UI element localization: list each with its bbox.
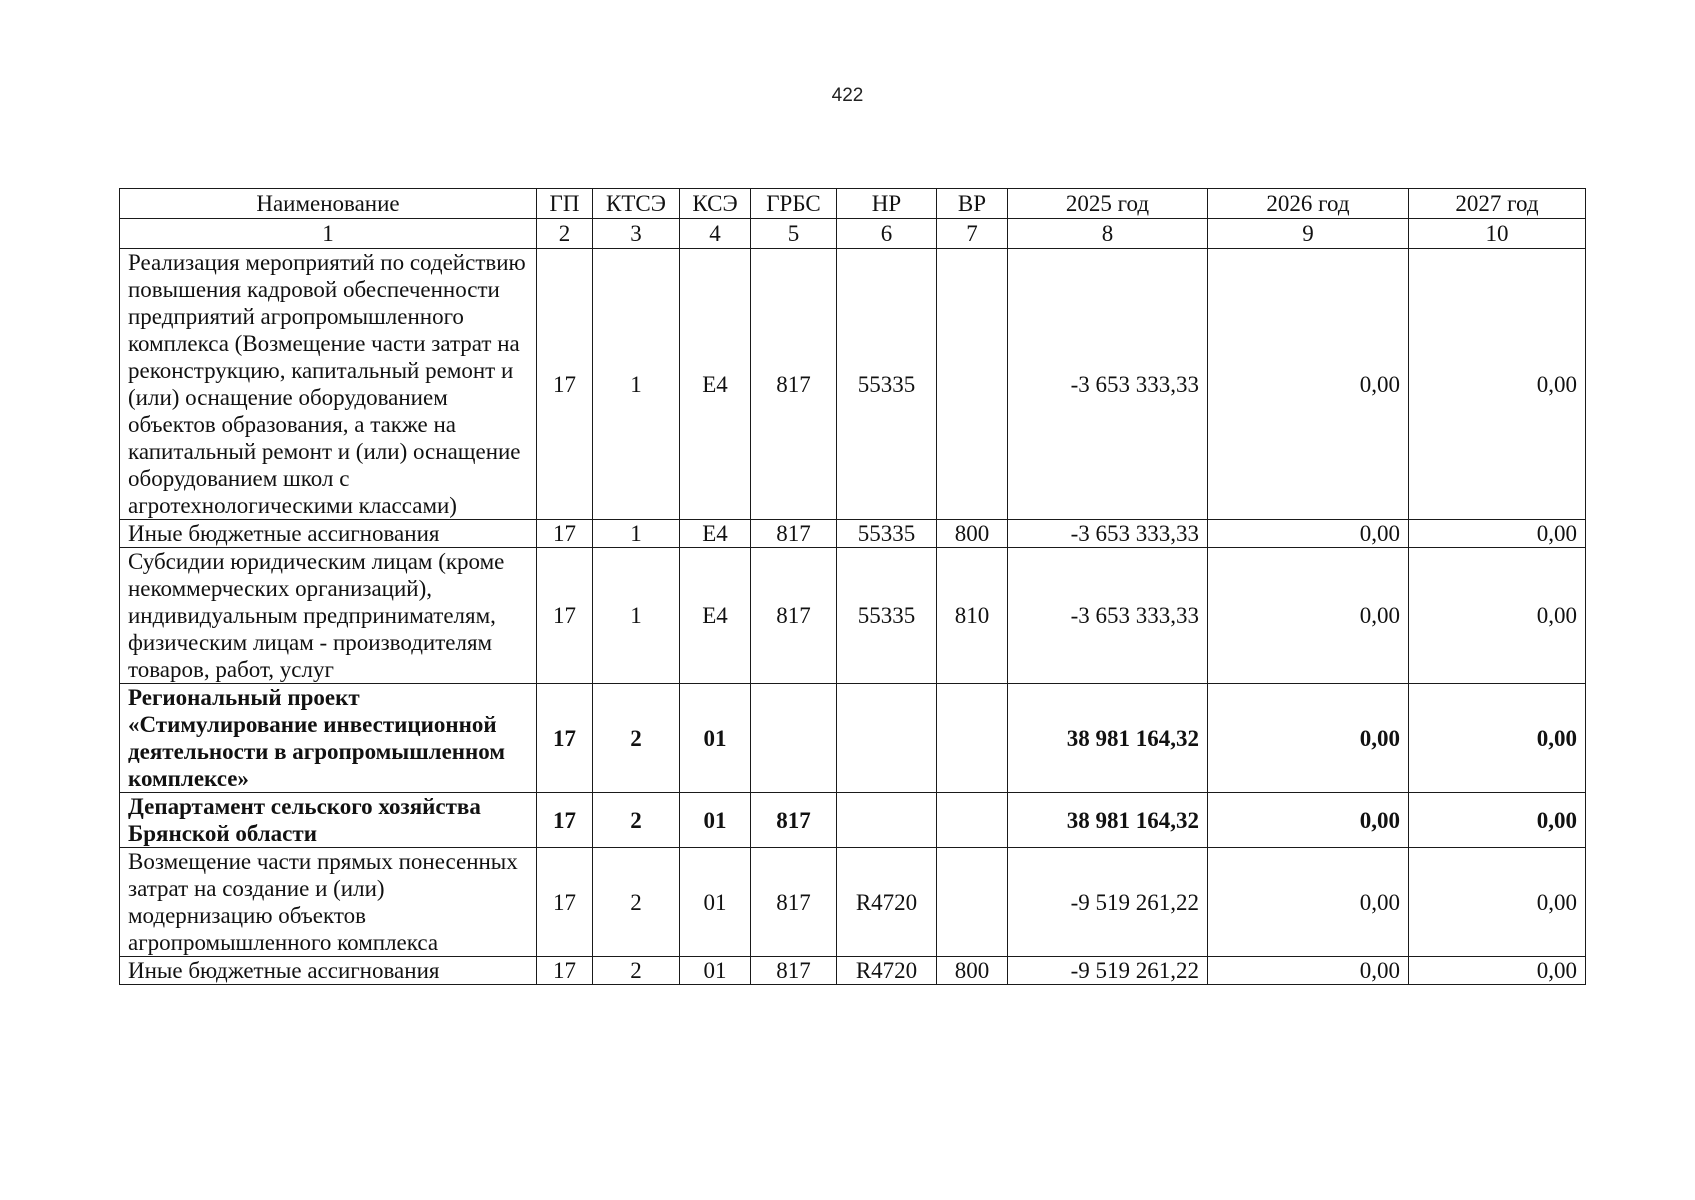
cell-vr (937, 848, 1008, 957)
cell-gp: 17 (537, 520, 593, 548)
cell-nr: 55335 (837, 249, 937, 520)
cell-2025: -9 519 261,22 (1008, 848, 1208, 957)
column-number: 8 (1008, 219, 1208, 249)
column-number: 10 (1409, 219, 1586, 249)
cell-grbs: 817 (751, 848, 837, 957)
cell-vr (937, 793, 1008, 848)
cell-2027: 0,00 (1409, 520, 1586, 548)
cell-gp: 17 (537, 684, 593, 793)
header-kse: КСЭ (680, 189, 751, 219)
cell-2027: 0,00 (1409, 684, 1586, 793)
row-name: Иные бюджетные ассигнования (120, 957, 537, 985)
header-2026: 2026 год (1208, 189, 1409, 219)
cell-grbs: 817 (751, 520, 837, 548)
cell-ktse: 2 (593, 793, 680, 848)
cell-vr (937, 249, 1008, 520)
row-name: Реализация мероприятий по содействию повышения кадровой обеспеченности предприятий агропромышленного комплекса (Возмещение части затрат на реконструкцию, капитальный ремонт и (или) оснащение оборудованием объектов образования, а также на капитальный ремонт и (или) оснащение оборудованием школ с агротехнологическими классами) (120, 249, 537, 520)
cell-vr: 800 (937, 520, 1008, 548)
header-gp: ГП (537, 189, 593, 219)
cell-vr (937, 684, 1008, 793)
cell-2025: -3 653 333,33 (1008, 548, 1208, 684)
cell-ktse: 1 (593, 249, 680, 520)
cell-nr: 55335 (837, 520, 937, 548)
cell-grbs: 817 (751, 548, 837, 684)
column-number: 6 (837, 219, 937, 249)
cell-ktse: 2 (593, 957, 680, 985)
table-row (120, 249, 1586, 520)
column-number: 1 (120, 219, 537, 249)
header-vr: ВР (937, 189, 1008, 219)
cell-vr: 810 (937, 548, 1008, 684)
cell-nr: R4720 (837, 957, 937, 985)
cell-2026: 0,00 (1208, 520, 1409, 548)
table-row (120, 793, 1586, 848)
cell-kse: Е4 (680, 249, 751, 520)
cell-nr (837, 684, 937, 793)
cell-kse: 01 (680, 793, 751, 848)
cell-2026: 0,00 (1208, 793, 1409, 848)
cell-kse: 01 (680, 848, 751, 957)
table-row (120, 684, 1586, 793)
row-name: Возмещение части прямых понесенных затрат на создание и (или) модернизацию объектов агропромышленного комплекса (120, 848, 537, 957)
cell-2027: 0,00 (1409, 548, 1586, 684)
cell-gp: 17 (537, 848, 593, 957)
cell-2026: 0,00 (1208, 249, 1409, 520)
cell-vr: 800 (937, 957, 1008, 985)
cell-ktse: 1 (593, 520, 680, 548)
cell-2027: 0,00 (1409, 848, 1586, 957)
column-number: 2 (537, 219, 593, 249)
cell-2027: 0,00 (1409, 957, 1586, 985)
cell-gp: 17 (537, 957, 593, 985)
column-number: 4 (680, 219, 751, 249)
cell-2025: 38 981 164,32 (1008, 793, 1208, 848)
header-name: Наименование (120, 189, 537, 219)
cell-2025: -9 519 261,22 (1008, 957, 1208, 985)
row-name: Департамент сельского хозяйства Брянской области (120, 793, 537, 848)
table-row (120, 548, 1586, 684)
column-number: 7 (937, 219, 1008, 249)
budget-table (119, 188, 1586, 985)
table-row (120, 520, 1586, 548)
table-row (120, 957, 1586, 985)
cell-grbs (751, 684, 837, 793)
cell-kse: Е4 (680, 548, 751, 684)
header-nr: НР (837, 189, 937, 219)
header-grbs: ГРБС (751, 189, 837, 219)
row-name: Иные бюджетные ассигнования (120, 520, 537, 548)
column-number-row (120, 219, 1586, 249)
table-row (120, 848, 1586, 957)
cell-kse: 01 (680, 684, 751, 793)
cell-grbs: 817 (751, 249, 837, 520)
cell-2025: -3 653 333,33 (1008, 249, 1208, 520)
cell-2026: 0,00 (1208, 957, 1409, 985)
cell-ktse: 1 (593, 548, 680, 684)
cell-2025: -3 653 333,33 (1008, 520, 1208, 548)
row-name: Региональный проект «Стимулирование инвестиционной деятельности в агропромышленном комплексе» (120, 684, 537, 793)
page-number: 422 (831, 85, 864, 106)
cell-gp: 17 (537, 548, 593, 684)
cell-ktse: 2 (593, 848, 680, 957)
cell-nr: R4720 (837, 848, 937, 957)
header-2025: 2025 год (1008, 189, 1208, 219)
cell-nr (837, 793, 937, 848)
cell-2025: 38 981 164,32 (1008, 684, 1208, 793)
row-name: Субсидии юридическим лицам (кроме некоммерческих организаций), индивидуальным предпринимателям, физическим лицам - производителям товаров, работ, услуг (120, 548, 537, 684)
cell-2026: 0,00 (1208, 848, 1409, 957)
cell-nr: 55335 (837, 548, 937, 684)
header-row (120, 189, 1586, 219)
cell-2026: 0,00 (1208, 684, 1409, 793)
cell-gp: 17 (537, 793, 593, 848)
cell-kse: Е4 (680, 520, 751, 548)
cell-kse: 01 (680, 957, 751, 985)
column-number: 3 (593, 219, 680, 249)
cell-2027: 0,00 (1409, 249, 1586, 520)
header-ktse: КТСЭ (593, 189, 680, 219)
cell-2026: 0,00 (1208, 548, 1409, 684)
cell-2027: 0,00 (1409, 793, 1586, 848)
column-number: 9 (1208, 219, 1409, 249)
cell-grbs: 817 (751, 957, 837, 985)
cell-grbs: 817 (751, 793, 837, 848)
header-2027: 2027 год (1409, 189, 1586, 219)
cell-ktse: 2 (593, 684, 680, 793)
column-number: 5 (751, 219, 837, 249)
cell-gp: 17 (537, 249, 593, 520)
